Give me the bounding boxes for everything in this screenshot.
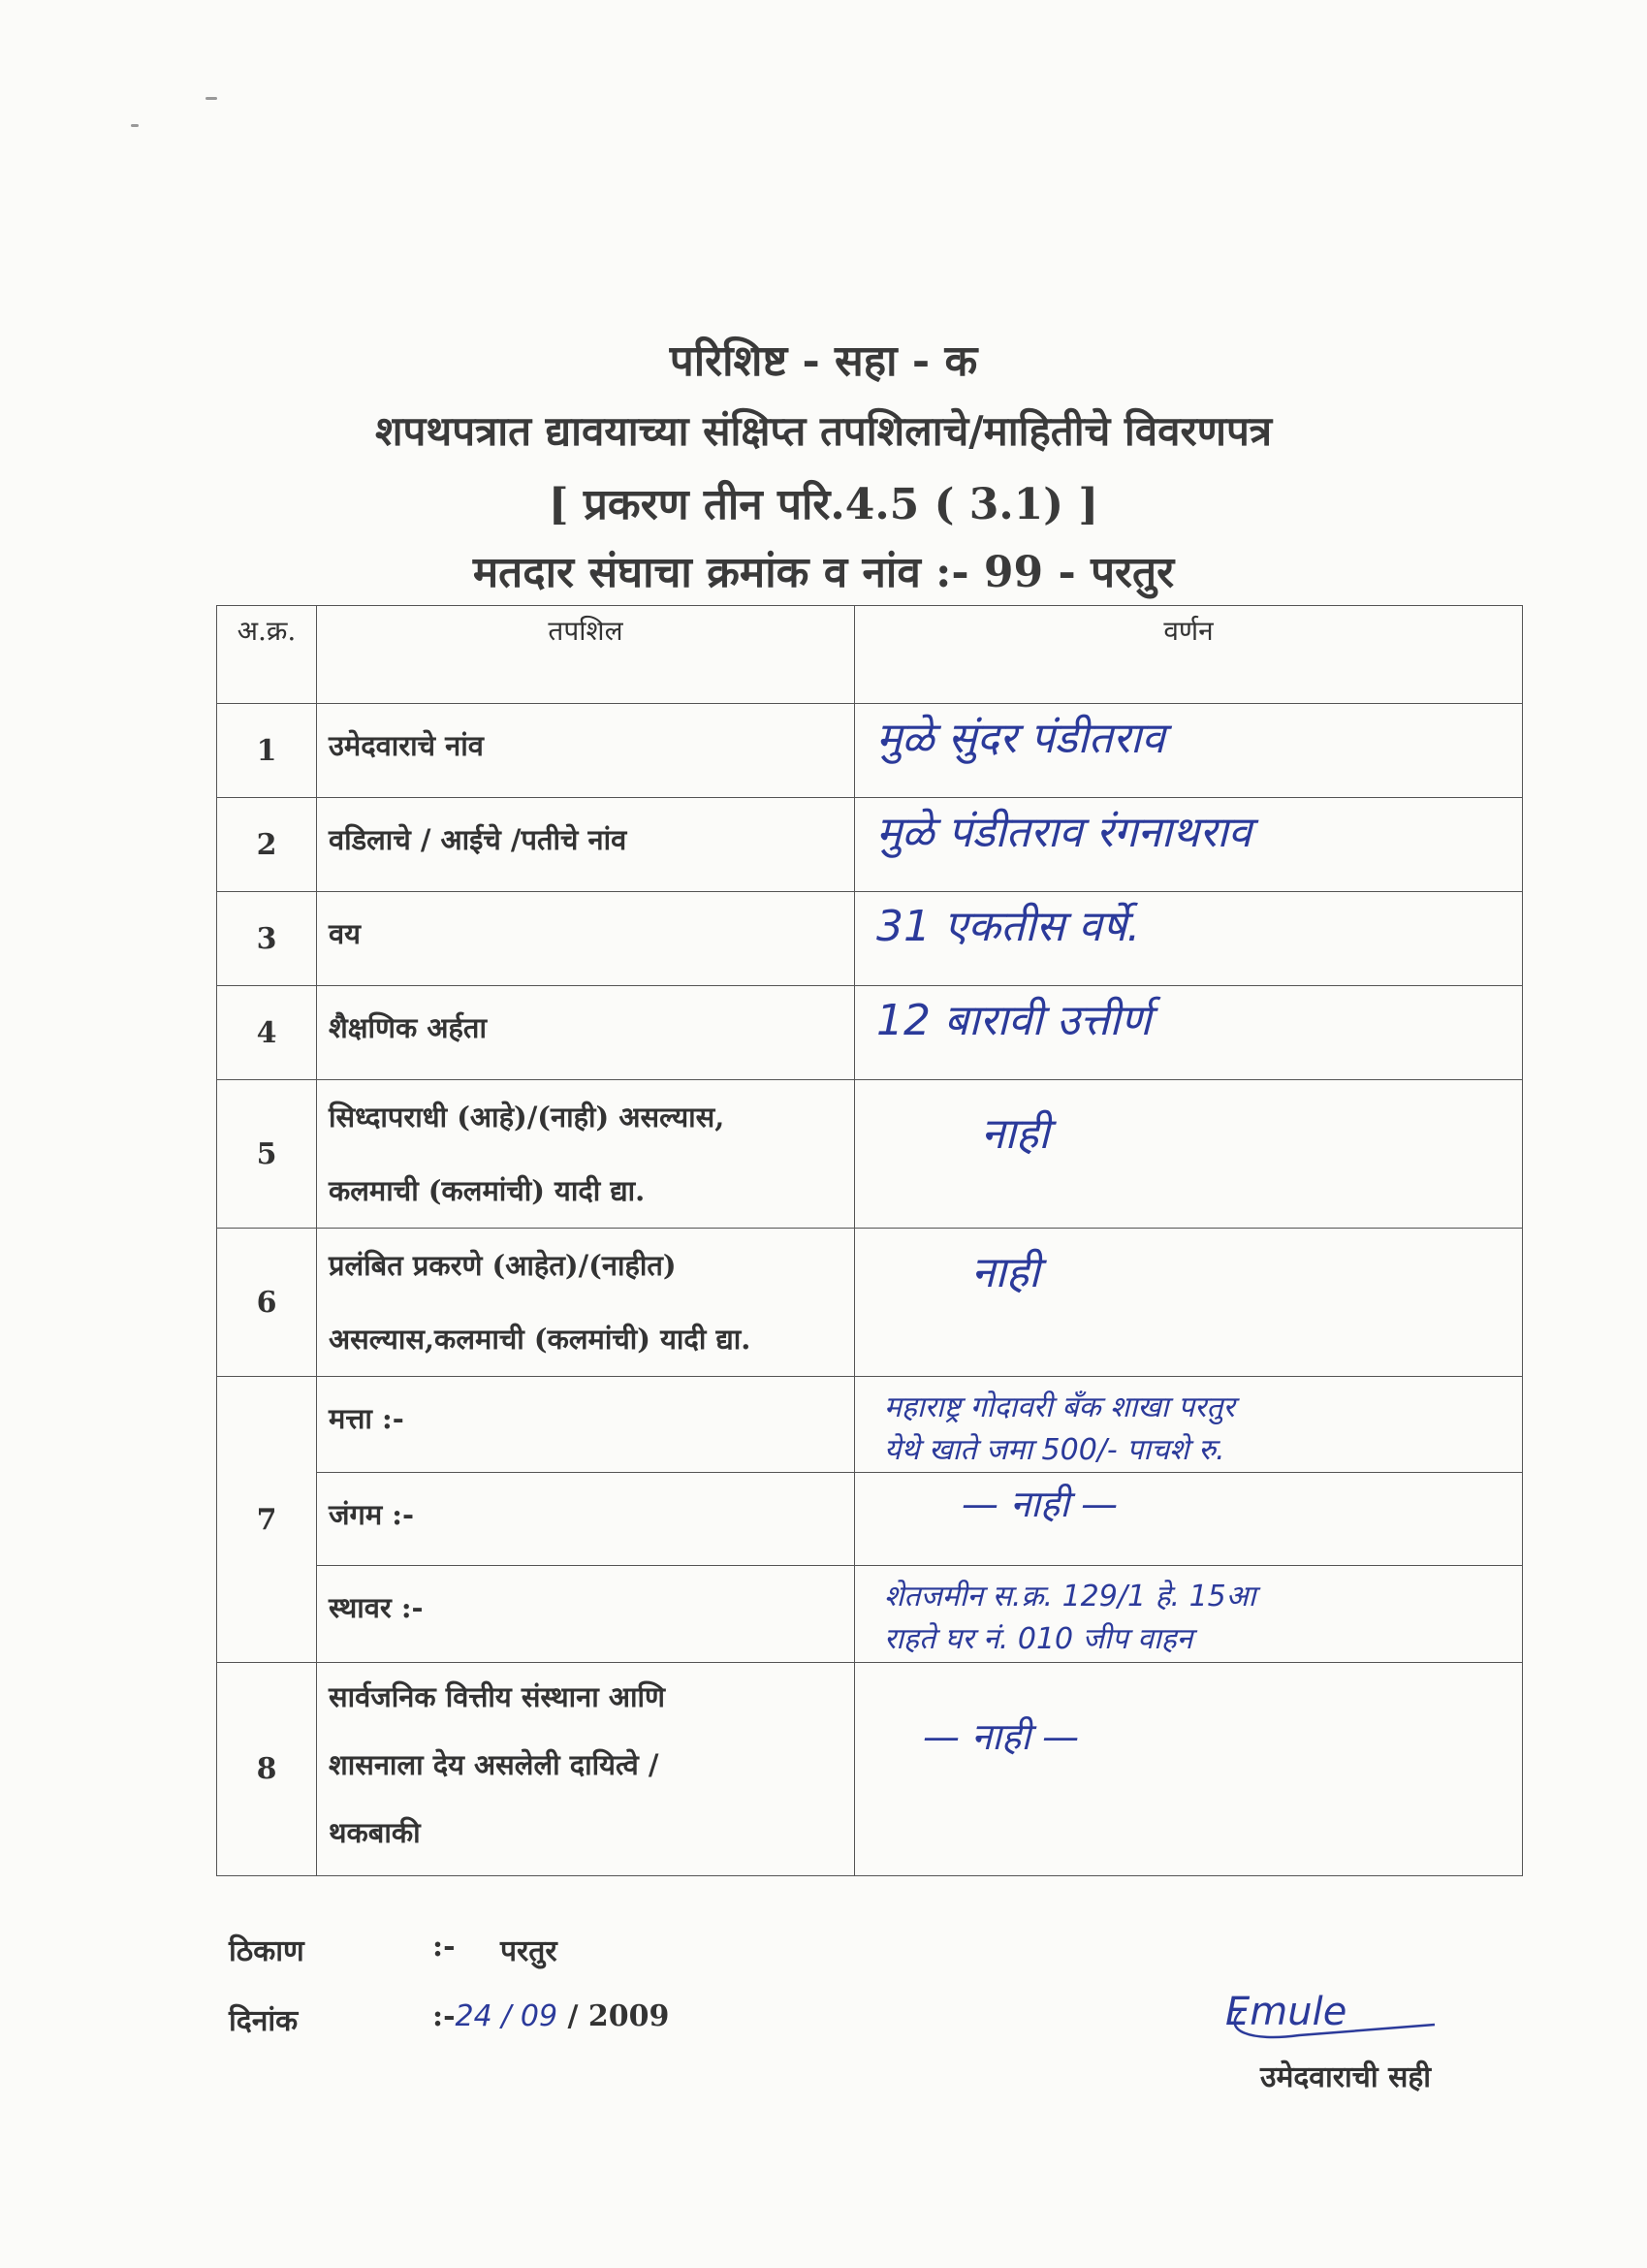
row-label: शैक्षणिक अर्हता (317, 986, 855, 1080)
row-label-line: सार्वजनिक वित्तीय संस्थाना आणि (329, 1680, 665, 1713)
row-number: 6 (217, 1229, 317, 1377)
handwritten-line: येथे खाते जमा 500/- पाचशे रु. (884, 1433, 1225, 1467)
table-row (217, 892, 1523, 986)
date-separator: :- (432, 1999, 456, 2033)
appendix-title: परिशिष्ट - सहा - क (669, 336, 978, 386)
col-header-serial: अ.क्र. (217, 606, 317, 704)
row-number: 8 (217, 1663, 317, 1876)
row-number: 3 (217, 892, 317, 986)
handwritten-line: महाराष्ट्र गोदावरी बँक शाखा परतुर (884, 1390, 1235, 1424)
handwritten-value (855, 1377, 1523, 1473)
handwritten-value: 31 एकतीस वर्षे. (855, 892, 1523, 986)
chapter-reference: [ प्रकरण तीन परि.4.5 ( 3.1) ] (548, 480, 1099, 529)
handwritten-value: नाही (855, 1229, 1523, 1377)
handwritten-value: नाही (855, 1080, 1523, 1229)
row-label-line: थकबाकी (329, 1816, 421, 1849)
table-row (217, 1080, 1523, 1229)
handwritten-line: शेतजमीन स.क्र. 129/1 हे. 15आ (884, 1580, 1256, 1613)
date-value (432, 1999, 669, 2033)
table-row-immovable (217, 1566, 1523, 1663)
place-value: परतुर (500, 1934, 557, 1968)
date-label: दिनांक (229, 2004, 299, 2038)
row-number: 1 (217, 704, 317, 798)
row-label: मत्ता :- (317, 1377, 855, 1473)
handwritten-value (855, 1566, 1523, 1663)
table-row (217, 1229, 1523, 1377)
table-row (217, 986, 1523, 1080)
place-separator: :- (432, 1930, 456, 1964)
row-label: वय (317, 892, 855, 986)
row-number: 2 (217, 798, 317, 892)
handwritten-value (855, 1473, 1523, 1566)
scan-speck (206, 97, 217, 100)
signature-icon (1212, 1982, 1464, 2050)
scan-speck (131, 124, 139, 127)
table-row-assets (217, 1377, 1523, 1473)
details-table (216, 605, 1523, 1876)
statement-title: शपथपत्रात द्यावयाच्या संक्षिप्त तपशिलाचे/माहितीचे विवरणपत्र (374, 407, 1273, 455)
date-handwritten: 24 / 09 (455, 1999, 558, 2033)
table-row (217, 704, 1523, 798)
row-label (317, 1663, 855, 1876)
row-label-line: असल्यास,कलमाची (कलमांची) यादी द्या. (329, 1323, 751, 1356)
handwritten-line: — नाही — (962, 1483, 1119, 1525)
table-header-row (217, 606, 1523, 704)
table-row (217, 1663, 1523, 1876)
signature-label: उमेदवाराची सही (1260, 2060, 1432, 2094)
row-label-line: प्रलंबित प्रकरणे (आहेत)/(नाहीत) (329, 1249, 677, 1282)
table-row-movable (217, 1473, 1523, 1566)
row-label (317, 1229, 855, 1377)
row-label (317, 1080, 855, 1229)
signature-text: Emule (1225, 1990, 1347, 2034)
row-label: जंगम :- (317, 1473, 855, 1566)
handwritten-value: मुळे सुंदर पंडीतराव (855, 704, 1523, 798)
row-label-line: शासनाला देय असलेली दायित्वे / (329, 1748, 659, 1781)
handwritten-line: राहते घर नं. 010 जीप वाहन (884, 1622, 1193, 1656)
handwritten-value: मुळे पंडीतराव रंगनाथराव (855, 798, 1523, 892)
row-number: 5 (217, 1080, 317, 1229)
row-label-line: कलमाची (कलमांची) यादी द्या. (329, 1174, 646, 1207)
place-label: ठिकाण (229, 1934, 304, 1968)
row-number: 7 (217, 1377, 317, 1663)
handwritten-value: 12 बारावी उत्तीर्ण (855, 986, 1523, 1080)
row-label: उमेदवाराचे नांव (317, 704, 855, 798)
date-year: / 2009 (567, 1999, 670, 2033)
row-label-line: सिध्दापराधी (आहे)/(नाही) असल्यास, (329, 1101, 725, 1134)
col-header-description: वर्णन (855, 606, 1523, 704)
handwritten-value: — नाही — (855, 1663, 1523, 1876)
row-number: 4 (217, 986, 317, 1080)
constituency-line: मतदार संघाचा क्रमांक व नांव :- 99 - परतुर (472, 548, 1175, 597)
table-row (217, 798, 1523, 892)
row-label: वडिलाचे / आईचे /पतीचे नांव (317, 798, 855, 892)
col-header-details: तपशिल (317, 606, 855, 704)
row-label: स्थावर :- (317, 1566, 855, 1663)
